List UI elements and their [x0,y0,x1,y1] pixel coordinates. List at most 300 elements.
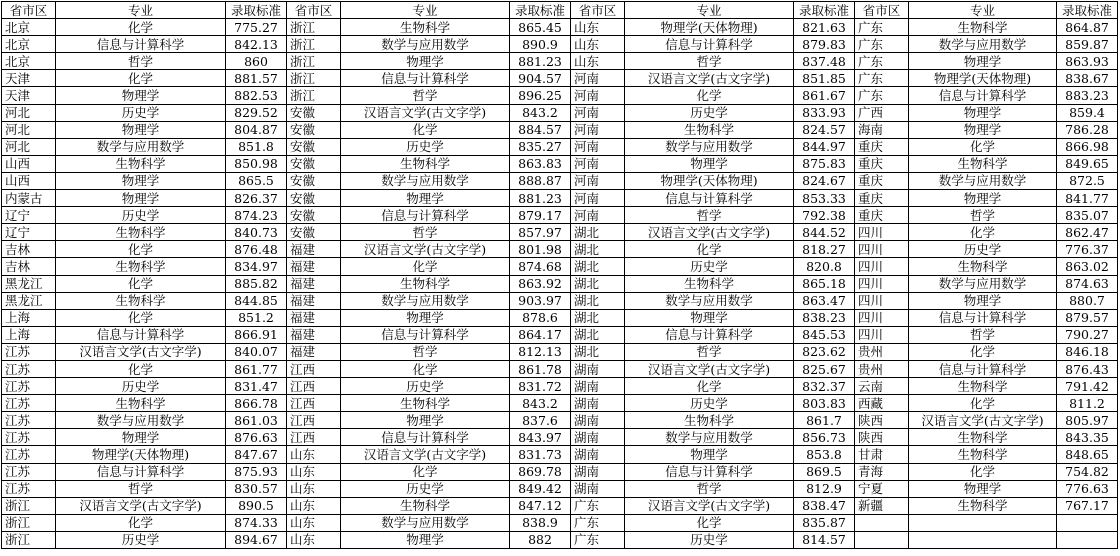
score-cell: 866.98 [1057,138,1118,155]
score-cell: 842.13 [226,36,287,53]
major-cell: 数学与应用数学 [341,514,510,531]
province-cell: 福建 [287,343,341,360]
major-cell: 物理学(天体物理) [625,19,794,36]
province-cell: 陕西 [855,429,909,446]
major-cell: 数学与应用数学 [56,138,226,155]
major-cell: 信息与计算科学 [625,463,794,480]
major-cell: 历史学 [341,480,510,497]
score-cell: 861.77 [226,360,287,377]
province-cell: 广东 [855,36,909,53]
province-cell: 浙江 [287,36,341,53]
score-cell: 885.82 [226,275,287,292]
province-cell: 江西 [287,360,341,377]
score-cell: 875.83 [794,155,855,172]
score-cell: 831.72 [510,378,571,395]
score-cell: 803.83 [794,395,855,412]
province-cell: 贵州 [855,360,909,377]
province-cell: 湖南 [571,360,625,377]
major-cell: 历史学 [56,378,226,395]
table-row [2,258,1118,275]
province-cell [855,531,909,548]
major-cell: 物理学(天体物理) [909,70,1057,87]
province-cell: 福建 [287,309,341,326]
major-cell: 化学 [909,395,1057,412]
score-cell: 754.82 [1057,463,1118,480]
major-cell: 物理学 [909,480,1057,497]
province-cell: 福建 [287,258,341,275]
province-cell: 湖南 [571,429,625,446]
province-cell: 广东 [855,87,909,104]
province-cell: 湖南 [571,446,625,463]
province-cell: 江苏 [2,360,56,377]
province-cell: 河南 [571,70,625,87]
major-cell: 历史学 [341,138,510,155]
major-cell: 化学 [56,309,226,326]
province-cell: 河北 [2,138,56,155]
major-cell: 生物科学 [909,155,1057,172]
major-cell: 化学 [625,378,794,395]
score-cell: 844.97 [794,138,855,155]
major-cell: 历史学 [56,207,226,224]
table-row [2,53,1118,70]
score-cell: 866.91 [226,326,287,343]
province-cell: 广东 [855,70,909,87]
major-cell: 物理学 [341,531,510,548]
major-cell: 汉语言文学(古文字学) [341,241,510,258]
score-cell: 831.47 [226,378,287,395]
province-cell: 上海 [2,309,56,326]
major-cell: 历史学 [625,531,794,548]
province-cell: 浙江 [2,497,56,514]
score-cell: 821.63 [794,19,855,36]
province-cell: 四川 [855,224,909,241]
score-cell: 890.5 [226,497,287,514]
major-cell: 化学 [909,224,1057,241]
score-cell: 863.47 [794,292,855,309]
score-cell: 804.87 [226,121,287,138]
score-cell: 865.45 [510,19,571,36]
score-cell: 866.78 [226,395,287,412]
major-cell: 信息与计算科学 [341,207,510,224]
province-cell: 湖南 [571,463,625,480]
table-row [2,70,1118,87]
province-cell: 宁夏 [855,480,909,497]
score-cell: 801.98 [510,241,571,258]
table-row [2,360,1118,377]
score-cell: 883.23 [1057,87,1118,104]
province-cell: 湖北 [571,224,625,241]
province-cell: 重庆 [855,207,909,224]
major-cell: 信息与计算科学 [625,36,794,53]
province-cell: 河南 [571,190,625,207]
major-cell: 信息与计算科学 [909,309,1057,326]
province-cell: 江苏 [2,480,56,497]
province-cell: 山东 [571,19,625,36]
major-cell: 汉语言文学(古文字学) [341,104,510,121]
score-cell: 812.13 [510,343,571,360]
province-cell: 山东 [571,36,625,53]
major-cell: 生物科学 [909,497,1057,514]
score-cell: 826.37 [226,190,287,207]
major-cell: 化学 [625,87,794,104]
major-cell: 物理学 [909,121,1057,138]
major-cell: 信息与计算科学 [341,326,510,343]
major-cell: 物理学 [341,53,510,70]
major-cell: 化学 [341,258,510,275]
major-cell: 数学与应用数学 [341,36,510,53]
province-cell: 四川 [855,309,909,326]
major-cell: 历史学 [341,378,510,395]
major-cell: 物理学 [909,104,1057,121]
score-cell: 874.23 [226,207,287,224]
province-cell: 山西 [2,155,56,172]
major-cell: 哲学 [909,207,1057,224]
province-cell: 江苏 [2,429,56,446]
province-cell: 浙江 [287,70,341,87]
major-cell: 物理学 [56,429,226,446]
table-row [2,104,1118,121]
score-cell: 879.57 [1057,309,1118,326]
score-cell: 818.27 [794,241,855,258]
province-cell: 江西 [287,429,341,446]
major-cell: 物理学 [625,309,794,326]
major-cell: 信息与计算科学 [56,463,226,480]
major-cell: 物理学 [341,190,510,207]
major-cell: 数学与应用数学 [341,292,510,309]
table-row [2,292,1118,309]
province-cell: 安徽 [287,207,341,224]
province-cell: 湖南 [571,395,625,412]
score-cell: 869.5 [794,463,855,480]
province-cell: 山东 [287,514,341,531]
score-cell: 776.63 [1057,480,1118,497]
score-cell: 841.77 [1057,190,1118,207]
province-cell: 广东 [855,53,909,70]
major-cell: 历史学 [909,241,1057,258]
major-cell: 物理学 [341,412,510,429]
score-cell: 838.23 [794,309,855,326]
province-cell: 江苏 [2,463,56,480]
major-cell: 汉语言文学(古文字学) [625,360,794,377]
province-cell: 重庆 [855,138,909,155]
table-row [2,138,1118,155]
score-cell: 863.02 [1057,258,1118,275]
table-row [2,480,1118,497]
province-cell: 陕西 [855,412,909,429]
major-cell: 历史学 [625,104,794,121]
score-cell: 865.18 [794,275,855,292]
header-score: 录取标准 [226,2,287,19]
score-cell: 831.73 [510,446,571,463]
score-cell: 865.5 [226,172,287,189]
major-cell: 数学与应用数学 [625,292,794,309]
major-cell: 物理学 [909,53,1057,70]
score-cell: 851.8 [226,138,287,155]
header-major: 专业 [625,2,794,19]
score-cell: 861.03 [226,412,287,429]
major-cell: 汉语言文学(古文字学) [56,343,226,360]
table-row [2,172,1118,189]
major-cell: 生物科学 [56,395,226,412]
header-major: 专业 [909,2,1057,19]
province-cell: 广东 [571,531,625,548]
major-cell: 历史学 [56,531,226,548]
score-cell: 874.33 [226,514,287,531]
score-cell: 878.6 [510,309,571,326]
score-cell: 882 [510,531,571,548]
table-row [2,378,1118,395]
province-cell: 江苏 [2,412,56,429]
province-cell: 辽宁 [2,207,56,224]
major-cell: 汉语言文学(古文字学) [625,224,794,241]
province-cell: 湖南 [571,378,625,395]
score-cell: 814.57 [794,531,855,548]
score-cell: 874.68 [510,258,571,275]
major-cell: 物理学 [56,87,226,104]
province-cell: 浙江 [287,87,341,104]
score-cell: 832.37 [794,378,855,395]
major-cell: 生物科学 [909,429,1057,446]
score-cell: 861.78 [510,360,571,377]
province-cell: 江西 [287,378,341,395]
province-cell: 吉林 [2,241,56,258]
major-cell: 化学 [909,343,1057,360]
province-cell: 河南 [571,121,625,138]
score-cell: 879.17 [510,207,571,224]
score-cell: 859.4 [1057,104,1118,121]
major-cell: 生物科学 [625,275,794,292]
province-cell: 江苏 [2,395,56,412]
score-cell: 838.47 [794,497,855,514]
province-cell: 四川 [855,275,909,292]
province-cell: 四川 [855,258,909,275]
province-cell: 安徽 [287,121,341,138]
major-cell: 物理学 [909,190,1057,207]
score-cell: 881.23 [510,53,571,70]
province-cell: 浙江 [2,531,56,548]
score-cell: 837.6 [510,412,571,429]
score-cell: 881.23 [510,190,571,207]
table-row [2,412,1118,429]
score-cell: 840.07 [226,343,287,360]
score-cell: 820.8 [794,258,855,275]
major-cell: 化学 [56,241,226,258]
score-cell: 847.12 [510,497,571,514]
major-cell: 数学与应用数学 [909,275,1057,292]
major-cell: 汉语言文学(古文字学) [909,412,1057,429]
major-cell: 信息与计算科学 [341,429,510,446]
major-cell: 生物科学 [625,121,794,138]
score-cell: 844.85 [226,292,287,309]
major-cell: 化学 [341,121,510,138]
province-cell: 海南 [855,121,909,138]
major-cell: 生物科学 [909,378,1057,395]
province-cell: 河北 [2,104,56,121]
major-cell: 生物科学 [625,412,794,429]
admission-score-table [1,1,1118,549]
score-cell: 849.65 [1057,155,1118,172]
major-cell: 历史学 [625,258,794,275]
province-cell: 湖北 [571,275,625,292]
table-row [2,36,1118,53]
score-cell: 859.87 [1057,36,1118,53]
province-cell: 河北 [2,121,56,138]
score-cell: 791.42 [1057,378,1118,395]
score-cell: 805.97 [1057,412,1118,429]
major-cell: 哲学 [56,53,226,70]
province-cell: 山东 [287,463,341,480]
province-cell: 广东 [571,497,625,514]
major-cell: 化学 [341,360,510,377]
score-cell: 823.62 [794,343,855,360]
score-cell: 835.87 [794,514,855,531]
province-cell: 天津 [2,70,56,87]
score-cell: 890.9 [510,36,571,53]
major-cell: 化学 [625,514,794,531]
header-province: 省市区 [571,2,625,19]
major-cell: 哲学 [56,480,226,497]
major-cell: 哲学 [625,343,794,360]
major-cell: 信息与计算科学 [625,326,794,343]
major-cell: 哲学 [625,53,794,70]
score-cell: 811.2 [1057,395,1118,412]
province-cell: 安徽 [287,172,341,189]
province-cell: 安徽 [287,104,341,121]
province-cell: 河南 [571,138,625,155]
province-cell: 河南 [571,172,625,189]
score-cell: 882.53 [226,87,287,104]
province-cell: 安徽 [287,190,341,207]
province-cell: 吉林 [2,258,56,275]
major-cell: 数学与应用数学 [625,138,794,155]
major-cell: 信息与计算科学 [56,36,226,53]
province-cell: 天津 [2,87,56,104]
province-cell [855,514,909,531]
province-cell: 青海 [855,463,909,480]
major-cell: 物理学 [341,309,510,326]
province-cell: 新疆 [855,497,909,514]
major-cell: 生物科学 [341,395,510,412]
major-cell: 信息与计算科学 [56,326,226,343]
score-cell: 843.2 [510,104,571,121]
score-cell: 853.33 [794,190,855,207]
table-row [2,121,1118,138]
score-cell: 824.67 [794,172,855,189]
province-cell: 辽宁 [2,224,56,241]
table-row [2,326,1118,343]
header-province: 省市区 [855,2,909,19]
score-cell: 884.57 [510,121,571,138]
major-cell: 哲学 [625,480,794,497]
score-cell: 835.07 [1057,207,1118,224]
major-cell: 物理学(天体物理) [625,172,794,189]
major-cell: 生物科学 [341,497,510,514]
province-cell: 重庆 [855,155,909,172]
table-row [2,531,1118,548]
province-cell: 湖北 [571,343,625,360]
major-cell: 生物科学 [341,19,510,36]
major-cell: 哲学 [341,224,510,241]
province-cell: 山东 [571,53,625,70]
header-score: 录取标准 [510,2,571,19]
table-row [2,497,1118,514]
score-cell: 860 [226,53,287,70]
table-row [2,463,1118,480]
score-cell: 790.27 [1057,326,1118,343]
major-cell: 物理学 [56,172,226,189]
major-cell: 数学与应用数学 [909,172,1057,189]
header-province: 省市区 [2,2,56,19]
province-cell: 北京 [2,36,56,53]
major-cell: 化学 [341,463,510,480]
score-cell: 894.67 [226,531,287,548]
score-cell: 843.2 [510,395,571,412]
province-cell: 北京 [2,19,56,36]
major-cell: 生物科学 [56,224,226,241]
score-cell: 812.9 [794,480,855,497]
province-cell: 广西 [855,104,909,121]
table-row [2,224,1118,241]
major-cell: 数学与应用数学 [341,172,510,189]
score-cell: 834.97 [226,258,287,275]
major-cell: 生物科学 [56,258,226,275]
province-cell: 河南 [571,207,625,224]
major-cell [909,531,1057,548]
score-cell: 838.67 [1057,70,1118,87]
major-cell: 生物科学 [56,155,226,172]
province-cell: 云南 [855,378,909,395]
score-cell: 848.65 [1057,446,1118,463]
major-cell: 哲学 [341,87,510,104]
score-cell: 850.98 [226,155,287,172]
province-cell: 内蒙古 [2,190,56,207]
province-cell: 浙江 [2,514,56,531]
header-score: 录取标准 [794,2,855,19]
score-cell: 863.93 [1057,53,1118,70]
major-cell: 信息与计算科学 [909,360,1057,377]
major-cell: 哲学 [625,207,794,224]
province-cell: 湖北 [571,241,625,258]
table-row [2,429,1118,446]
major-cell: 信息与计算科学 [625,190,794,207]
province-cell: 广东 [855,19,909,36]
score-cell: 856.73 [794,429,855,446]
major-cell: 物理学 [56,121,226,138]
score-cell: 830.57 [226,480,287,497]
score-cell: 876.43 [1057,360,1118,377]
province-cell: 安徽 [287,138,341,155]
major-cell: 化学 [909,138,1057,155]
table-row [2,207,1118,224]
province-cell: 山东 [287,497,341,514]
province-cell: 福建 [287,241,341,258]
major-cell: 化学 [56,360,226,377]
major-cell: 生物科学 [341,155,510,172]
score-cell: 838.9 [510,514,571,531]
score-cell: 845.53 [794,326,855,343]
score-cell: 861.7 [794,412,855,429]
major-cell: 生物科学 [56,292,226,309]
major-cell: 汉语言文学(古文字学) [625,70,794,87]
province-cell: 江西 [287,395,341,412]
score-cell: 829.52 [226,104,287,121]
table-row [2,275,1118,292]
score-cell: 896.25 [510,87,571,104]
province-cell: 福建 [287,326,341,343]
province-cell: 江苏 [2,378,56,395]
table-body [2,19,1118,549]
province-cell: 重庆 [855,172,909,189]
